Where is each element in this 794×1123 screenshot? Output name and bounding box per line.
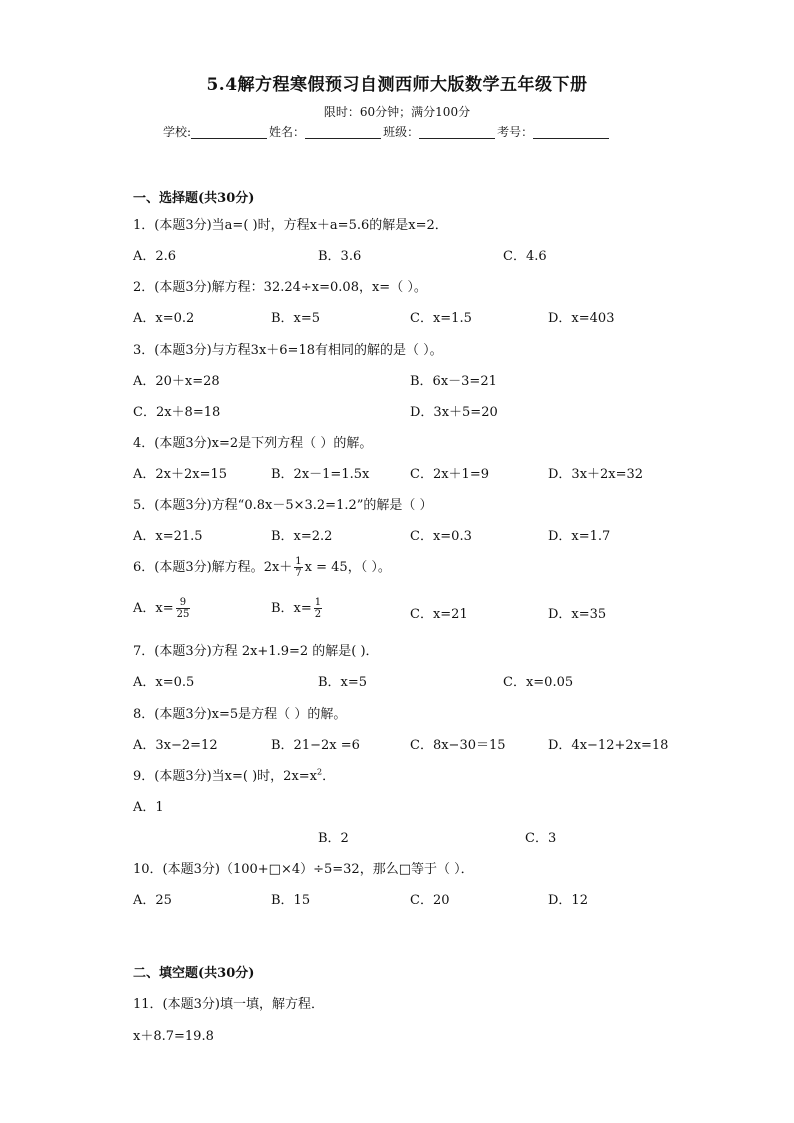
q6-frac-den: 7: [295, 568, 302, 579]
q2-option-c: C．x=1.5: [410, 311, 472, 326]
name-label: 姓名：: [269, 125, 306, 139]
q5-option-b: B．x=2.2: [271, 529, 333, 544]
time-limit: 限时：60分钟；满分100分: [323, 105, 471, 119]
q1-option-c: C．4.6: [503, 249, 547, 264]
q9-text-end: ．: [322, 769, 336, 784]
q8-option-c: C．8x−30＝15: [410, 738, 506, 753]
exam-no-label: 考号：: [497, 125, 534, 139]
q9-option-a: A．1: [133, 800, 164, 815]
class-blank: [419, 126, 495, 139]
student-info-line: [163, 123, 611, 140]
q6-option-a: [133, 597, 192, 620]
q8-option-a: A．3x−2=12: [133, 738, 218, 753]
q8-option-b: B．21−2x =6: [271, 738, 360, 753]
question-2: 2．(本题3分)解方程：32.24÷x=0.08，x=（ ）。: [133, 280, 427, 295]
q6-frac-num: 1: [295, 556, 302, 567]
question-1: 1．(本题3分)当a=( )时，方程x＋a=5.6的解是x=2．: [133, 218, 448, 233]
q3-option-d: D．3x＋5=20: [410, 405, 498, 420]
q2-option-b: B．x=5: [271, 311, 321, 326]
name-blank: [305, 126, 381, 139]
q6-text: 6．(本题3分)解方程。: [133, 560, 264, 575]
q6-eq-pre: 2x＋: [263, 560, 293, 575]
question-4: 4．(本题3分)x=2是下列方程（ ）的解。: [133, 436, 373, 451]
q2-option-a: A．x=0.2: [133, 311, 195, 326]
q5-option-a: A．x=21.5: [133, 529, 203, 544]
q11-equation: x＋8.7=19.8: [133, 1029, 214, 1044]
q5-option-d: D．x=1.7: [548, 529, 611, 544]
q1-option-a: A．2.6: [133, 249, 177, 264]
q10-option-c: C．20: [410, 893, 450, 908]
q4-option-b: B．2x－1=1.5x: [271, 467, 370, 482]
class-label: 班级：: [383, 125, 420, 139]
q9-text: 9．(本题3分)当x=( )时，2x=x: [133, 769, 318, 784]
q9-option-c: C．3: [525, 831, 557, 846]
q3-option-b: B．6x－3=21: [410, 374, 497, 389]
q10-option-a: A．25: [133, 893, 172, 908]
q6-b-fraction: [314, 597, 322, 620]
q6-option-d: D．x=35: [548, 607, 607, 622]
q4-option-a: A．2x＋2x=15: [133, 467, 228, 482]
q6-option-b: [271, 597, 324, 620]
q6-b-num: 1: [314, 597, 322, 608]
q1-option-b: B．3.6: [318, 249, 362, 264]
question-10: 10．(本题3分)（100+□×4）÷5=32，那么□等于（ ）．: [133, 862, 474, 877]
q6-a-den: 25: [176, 609, 190, 620]
section-heading-choice: 一、选择题(共30分): [133, 191, 255, 206]
section-heading-fill: 二、填空题(共30分): [133, 966, 255, 981]
question-11: 11．(本题3分)填一填，解方程．: [133, 997, 324, 1012]
q7-option-a: A．x=0.5: [133, 675, 195, 690]
q6-eq-post: x = 45，（ ）。: [304, 560, 391, 575]
q5-option-c: C．x=0.3: [410, 529, 472, 544]
page-title: 5.4解方程寒假预习自测西师大版数学五年级下册: [206, 75, 588, 95]
q7-option-b: B．x=5: [318, 675, 368, 690]
q6-option-b-label: B．x=: [271, 601, 312, 616]
q3-option-c: C．2x＋8=18: [133, 405, 221, 420]
q6-option-a-label: A．x=: [133, 601, 174, 616]
q6-option-c: C．x=21: [410, 607, 468, 622]
question-6: [133, 556, 391, 579]
q10-option-d: D．12: [548, 893, 588, 908]
question-3: 3．(本题3分)与方程3x＋6=18有相同的解的是（ ）。: [133, 343, 443, 358]
school-label: 学校:: [163, 125, 192, 139]
q3-option-a: A．20＋x=28: [133, 374, 220, 389]
q6-fraction: [294, 556, 302, 579]
q9-option-b: B．2: [318, 831, 349, 846]
question-9: [133, 765, 335, 784]
question-5: 5．(本题3分)方程“0.8x－5×3.2=1.2”的解是（ ）: [133, 498, 433, 513]
q2-option-d: D．x=403: [548, 311, 615, 326]
q9-exponent: 2: [317, 767, 323, 777]
question-7: 7．(本题3分)方程 2x+1.9=2 的解是( )．: [133, 644, 379, 659]
q4-option-c: C．2x＋1=9: [410, 467, 489, 482]
question-8: 8．(本题3分)x=5是方程（ ）的解。: [133, 707, 347, 722]
q8-option-d: D．4x−12+2x=18: [548, 738, 669, 753]
q10-option-b: B．15: [271, 893, 311, 908]
q4-option-d: D．3x＋2x=32: [548, 467, 644, 482]
school-blank: [191, 126, 267, 139]
q7-option-c: C．x=0.05: [503, 675, 574, 690]
exam-no-blank: [533, 126, 609, 139]
q6-b-den: 2: [314, 609, 322, 620]
q6-a-num: 9: [176, 597, 191, 609]
q6-a-fraction: [176, 597, 191, 620]
